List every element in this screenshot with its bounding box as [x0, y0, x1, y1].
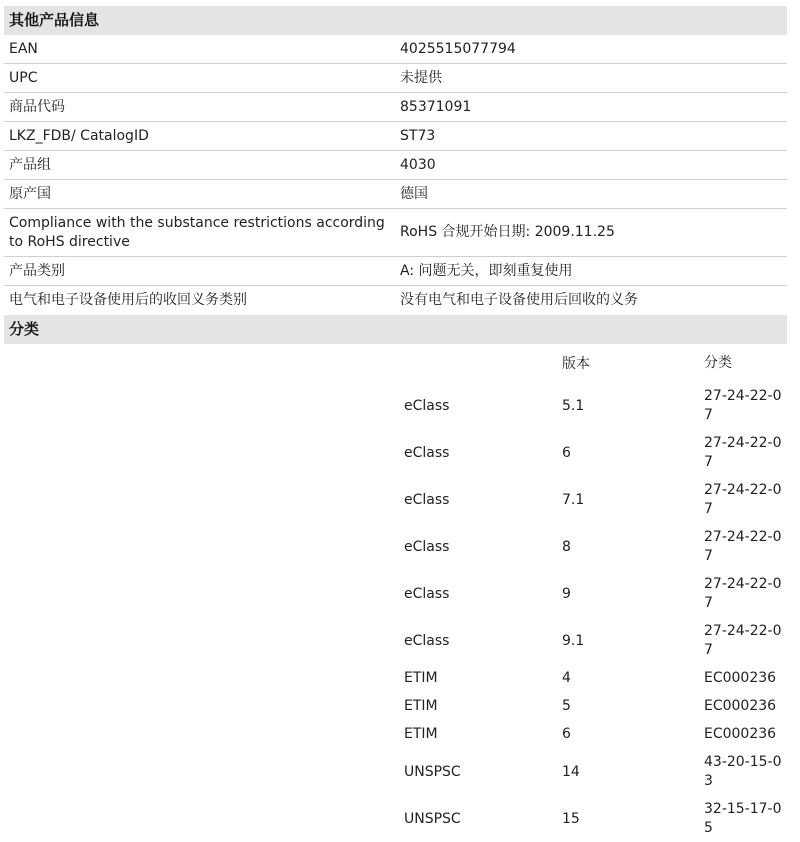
table-row: [4, 692, 787, 720]
info-row-weee-category: [4, 286, 787, 315]
cell-system: eClass: [404, 538, 450, 555]
other-info-header: 其他产品信息: [4, 6, 787, 35]
info-value: 4025515077794: [400, 40, 516, 57]
info-value: 85371091: [400, 98, 472, 115]
info-value: 没有电气和电子设备使用后回收的义务: [400, 292, 638, 308]
table-row: [4, 476, 787, 523]
cell-class: 27-24-22-07: [704, 434, 782, 470]
cell-system: ETIM: [404, 670, 438, 686]
cell-version: 8: [562, 538, 571, 555]
table-row: [4, 382, 787, 429]
info-label: LKZ_FDB/ CatalogID: [9, 127, 149, 144]
cell-version: 6: [562, 444, 571, 461]
info-label: Compliance with the substance restrictions according to RoHS directive: [9, 214, 385, 250]
cell-class: EC000236: [704, 697, 777, 714]
cell-system: eClass: [404, 491, 450, 508]
info-label: 电气和电子设备使用后的收回义务类别: [9, 292, 247, 308]
info-label: UPC: [9, 69, 38, 86]
table-row: [4, 523, 787, 570]
info-row-ean: [4, 35, 787, 64]
info-value: 未提供: [400, 69, 442, 86]
cell-system: eClass: [404, 632, 450, 649]
cell-class: 27-24-22-07: [704, 575, 782, 611]
info-row-rohs: [4, 209, 787, 257]
cell-class: 27-24-22-07: [704, 528, 782, 564]
cell-version: 6: [562, 726, 571, 742]
cell-class: 27-24-22-07: [704, 387, 782, 423]
table-row: [4, 664, 787, 692]
info-row-catalog-id: [4, 122, 787, 151]
info-label: 产品类别: [9, 262, 65, 279]
cell-version: 9.1: [562, 632, 585, 649]
info-row-commodity-code: [4, 93, 787, 122]
cell-class: EC000236: [704, 725, 777, 742]
cell-system: UNSPSC: [404, 763, 461, 780]
table-row: [4, 570, 787, 617]
table-row: [4, 720, 787, 748]
table-row: [4, 748, 787, 795]
info-label: 商品代码: [9, 98, 65, 115]
cell-class: EC000236: [704, 669, 777, 686]
cell-system: eClass: [404, 585, 450, 602]
table-row: [4, 617, 787, 664]
product-info-page: [4, 6, 787, 842]
classification-table: [4, 344, 787, 842]
info-value: A: 问题无关，即刻重复使用: [400, 262, 573, 279]
cell-system: ETIM: [404, 698, 438, 714]
cell-class: 27-24-22-07: [704, 481, 782, 517]
cell-version: 15: [562, 810, 580, 827]
table-row: [4, 429, 787, 476]
info-value: 4030: [400, 156, 436, 173]
info-value: 德国: [400, 185, 428, 202]
info-row-upc: [4, 64, 787, 93]
cell-version: 4: [562, 670, 571, 686]
classification-column-headers: [4, 344, 787, 382]
table-row: [4, 795, 787, 842]
info-row-country-of-origin: [4, 180, 787, 209]
cell-version: 5: [562, 698, 571, 714]
cell-system: ETIM: [404, 726, 438, 742]
cell-class: 43-20-15-03: [704, 753, 782, 789]
info-value: RoHS 合规开始日期: 2009.11.25: [400, 224, 615, 240]
cell-version: 9: [562, 585, 571, 602]
info-label: 产品组: [9, 156, 51, 173]
cell-system: eClass: [404, 397, 450, 414]
classification-header: 分类: [4, 315, 787, 344]
other-info-table: [4, 35, 787, 315]
cell-class: 27-24-22-07: [704, 622, 782, 658]
cell-version: 7.1: [562, 491, 585, 508]
header-version: 版本: [562, 356, 590, 372]
info-label: 原产国: [9, 185, 51, 202]
info-row-product-group: [4, 151, 787, 180]
info-value: ST73: [400, 127, 436, 144]
cell-version: 5.1: [562, 397, 585, 414]
info-row-product-category: [4, 257, 787, 286]
cell-version: 14: [562, 763, 580, 780]
header-class: 分类: [704, 354, 732, 371]
cell-system: UNSPSC: [404, 810, 461, 827]
info-label: EAN: [9, 40, 38, 57]
cell-class: 32-15-17-05: [704, 800, 782, 836]
cell-system: eClass: [404, 444, 450, 461]
